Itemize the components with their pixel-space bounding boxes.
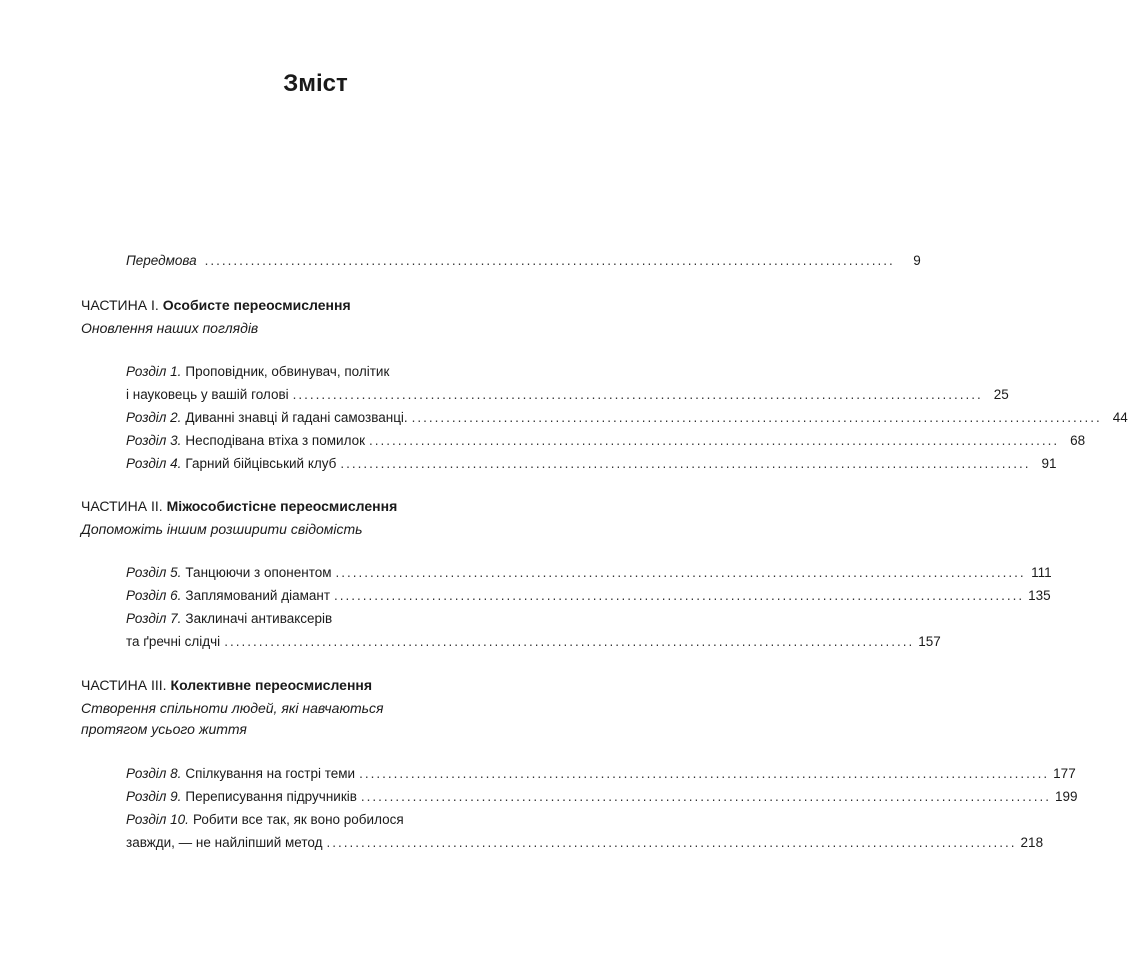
dot-leader: ........................................................................................................................ — [360, 789, 1051, 804]
dot-leader: ........................................................................................................................ — [334, 588, 1025, 603]
toc-entry-chapter-6[interactable] — [126, 586, 1051, 606]
dot-leader: ........................................................................................................................ — [369, 433, 1060, 448]
part-label: ЧАСТИНА III. — [81, 677, 167, 693]
chapter-title-line: та ґречні слідчі — [126, 634, 221, 649]
part-subtitle: Допоможіть іншим розширити свідомість — [81, 521, 363, 537]
chapter-title-line: Несподівана втіха з помилок — [185, 433, 366, 448]
toc-entry-chapter-4[interactable] — [126, 454, 1057, 474]
chapter-title-line: Заплямований діамант — [185, 588, 330, 603]
chapter-title-line: завжди, — не найліпший метод — [126, 835, 323, 850]
dot-leader: ........................................................................................................................ — [204, 253, 895, 268]
toc-entry-chapter-9[interactable] — [126, 787, 1078, 807]
page-number: 25 — [993, 387, 1009, 402]
toc-entry-chapter-2[interactable] — [126, 408, 1128, 428]
part-heading-1 — [81, 294, 501, 316]
dot-leader: ........................................................................................................................ — [411, 410, 1102, 425]
part-subtitle: Створення спільноти людей, які навчаються — [81, 700, 384, 716]
page-number: 218 — [1020, 835, 1044, 850]
part-label: ЧАСТИНА II. — [81, 498, 163, 514]
dot-leader: ........................................................................................................................ — [359, 766, 1050, 781]
toc-entry-chapter-1[interactable] — [126, 362, 489, 382]
toc-entry-chapter-10-cont[interactable] — [126, 833, 1044, 853]
page-number: 135 — [1028, 588, 1051, 603]
page-title: Зміст — [283, 70, 348, 97]
chapter-title-line: Робити все так, як воно робилося — [192, 812, 404, 827]
part-title: Колективне переосмислення — [170, 677, 373, 693]
part-subtitle: Оновлення наших поглядів — [81, 320, 259, 336]
chapter-title-line: і науковець у вашій голові — [126, 387, 289, 402]
chapter-title-line: Диванні знавці й гадані самозванці. — [185, 410, 408, 425]
toc-entry-chapter-5[interactable] — [126, 563, 1052, 583]
part-heading-2 — [81, 495, 501, 517]
page-number: 157 — [918, 634, 941, 649]
chapter-title-line: Гарний бійцівський клуб — [185, 456, 337, 471]
chapter-label: Розділ 9. — [126, 789, 182, 804]
toc-entry-chapter-8[interactable] — [126, 764, 1076, 784]
chapter-title-line: Проповідник, обвинувач, політик — [185, 364, 390, 379]
chapter-title-line: Заклиначі антиваксерів — [185, 611, 333, 626]
dot-leader: ........................................................................................................................ — [326, 835, 1017, 850]
chapter-label: Розділ 1. — [126, 364, 182, 379]
toc-entry-chapter-7[interactable] — [126, 609, 489, 629]
chapter-label: Розділ 2. — [126, 410, 182, 425]
preface-label: Передмова — [126, 253, 197, 268]
dot-leader: ........................................................................................................................ — [335, 565, 1026, 580]
dot-leader: ........................................................................................................................ — [340, 456, 1031, 471]
part-heading-3 — [81, 674, 501, 696]
dot-leader: ........................................................................................................................ — [292, 387, 983, 402]
part-subtitle: протягом усього життя — [81, 721, 247, 737]
toc-entry-chapter-10[interactable] — [126, 810, 489, 830]
chapter-label: Розділ 8. — [126, 766, 182, 781]
chapter-label: Розділ 10. — [126, 812, 189, 827]
page-number: 68 — [1070, 433, 1086, 448]
page-number: 199 — [1055, 789, 1078, 804]
chapter-title-line: Переписування підручників — [185, 789, 357, 804]
chapter-label: Розділ 3. — [126, 433, 182, 448]
part-title: Міжособистісне переосмислення — [166, 498, 398, 514]
chapter-label: Розділ 4. — [126, 456, 182, 471]
chapter-title-line: Спілкування на гострі теми — [185, 766, 356, 781]
part-label: ЧАСТИНА I. — [81, 297, 159, 313]
page-number: 177 — [1053, 766, 1076, 781]
page-number: 91 — [1041, 456, 1057, 471]
toc-entry-chapter-7-cont[interactable] — [126, 632, 941, 652]
dot-leader: ........................................................................................................................ — [224, 634, 915, 649]
toc-entry-chapter-1-cont[interactable] — [126, 385, 1009, 405]
chapter-title-line: Танцюючи з опонентом — [185, 565, 332, 580]
chapter-label: Розділ 6. — [126, 588, 182, 603]
page-number: 44 — [1112, 410, 1128, 425]
page-number: 111 — [1031, 565, 1052, 580]
chapter-label: Розділ 7. — [126, 611, 182, 626]
toc-entry-chapter-3[interactable] — [126, 431, 1086, 451]
part-title: Особисте переосмислення — [162, 297, 351, 313]
page-number: 9 — [913, 253, 921, 268]
toc-entry-preface[interactable] — [126, 251, 921, 271]
chapter-label: Розділ 5. — [126, 565, 182, 580]
